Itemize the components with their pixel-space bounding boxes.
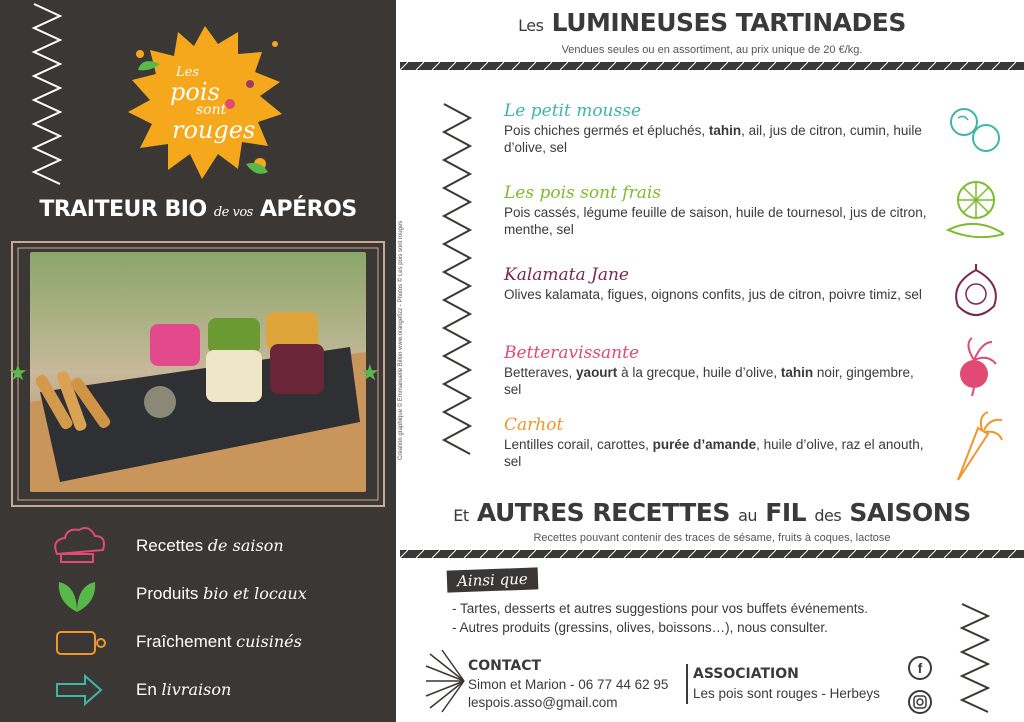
lime-pea-icon <box>944 178 1004 238</box>
recipe-description: Pois cassés, légume feuille de saison, huile de tournesol, jus de citron, menthe, sel <box>504 205 927 237</box>
svg-text:rouges: rouges <box>172 116 256 144</box>
hatch-band <box>400 62 1024 70</box>
basil-leaf-icon <box>42 572 112 616</box>
seasons-title: Et AUTRES RECETTES au FIL des SAISONS <box>453 498 971 527</box>
recipe-name: Le petit mousse <box>504 101 642 121</box>
feature-item <box>42 524 382 568</box>
recipe-item <box>504 342 934 398</box>
feature-label: Recettes de saison <box>136 536 284 555</box>
feature-item <box>42 668 382 712</box>
extras-item: - Autres produits (gressins, olives, boissons…), nous consulter. <box>452 620 828 635</box>
recipe-name: Kalamata Jane <box>504 265 629 285</box>
chef-hat-icon <box>42 524 112 568</box>
chickpea-icon <box>944 100 1004 160</box>
tagline-part3: APÉROS <box>260 197 357 222</box>
recipe-name: Carhot <box>504 415 564 435</box>
feature-item <box>42 572 382 616</box>
svg-text:pois: pois <box>170 78 220 106</box>
feature-item <box>42 620 382 664</box>
recipe-item <box>504 182 934 238</box>
association-name: Les pois sont rouges - Herbeys <box>693 686 880 701</box>
instagram-icon[interactable] <box>908 690 932 714</box>
zigzag-decoration <box>440 100 476 470</box>
beet-icon <box>946 336 1006 396</box>
product-photo <box>30 252 366 492</box>
recipe-description: Pois chiches germés et épluchés, tahin, ail, jus de citron, cumin, huile d’olive, sel <box>504 123 922 155</box>
seasons-subtitle: Recettes pouvant contenir des traces de sésame, fruits à coques, lactose <box>533 532 891 544</box>
tagline-part1: TRAITEUR BIO <box>39 197 207 222</box>
fig-icon <box>946 262 1006 322</box>
star-icon: ★ <box>8 360 28 385</box>
carrot-icon <box>948 410 1008 486</box>
recipe-name: Les pois sont frais <box>504 183 662 203</box>
association-heading: ASSOCIATION <box>693 666 799 682</box>
brand-logo <box>110 14 300 194</box>
zigzag-decoration <box>958 600 994 718</box>
feature-label: En livraison <box>136 680 232 699</box>
recipe-item <box>504 414 934 470</box>
contact-email: lespois.asso@gmail.com <box>468 695 618 710</box>
svg-text:sont: sont <box>196 102 227 118</box>
cutting-board-icon <box>42 620 112 664</box>
contact-divider <box>686 664 688 704</box>
recipe-description: Olives kalamata, figues, oignons confits, jus de citron, poivre timiz, sel <box>504 287 922 302</box>
feature-label: Produits bio et locaux <box>136 584 307 603</box>
recipe-item <box>504 100 934 156</box>
recipe-description: Betteraves, yaourt à la grecque, huile d’olive, tahin noir, gingembre, sel <box>504 365 914 397</box>
contact-names-phone: Simon et Marion - 06 77 44 62 95 <box>468 677 669 692</box>
extras-title: Ainsi que <box>447 567 538 592</box>
tagline <box>0 197 396 222</box>
contact-heading: CONTACT <box>468 658 542 674</box>
svg-text:Les: Les <box>176 65 199 80</box>
zigzag-decoration <box>30 0 66 190</box>
star-icon: ★ <box>360 360 380 385</box>
page-subtitle: Vendues seules ou en assortiment, au prix unique de 20 €/kg. <box>561 44 863 56</box>
feature-label: Fraîchement cuisinés <box>136 632 302 651</box>
sunburst-decoration <box>424 648 468 714</box>
arrow-right-icon <box>42 668 112 712</box>
recipe-description: Lentilles corail, carottes, purée d’amande, huile d’olive, raz el anouth, sel <box>504 437 924 469</box>
recipe-name: Betteravissante <box>504 343 640 363</box>
facebook-icon[interactable]: f <box>908 656 932 680</box>
hatch-band <box>400 550 1024 558</box>
left-panel <box>0 0 396 722</box>
extras-item: - Tartes, desserts et autres suggestions pour vos buffets événements. <box>452 601 868 616</box>
recipe-item <box>504 264 934 303</box>
tagline-part2: de vos <box>213 205 253 220</box>
page-title: Les LUMINEUSES TARTINADES <box>518 8 906 37</box>
